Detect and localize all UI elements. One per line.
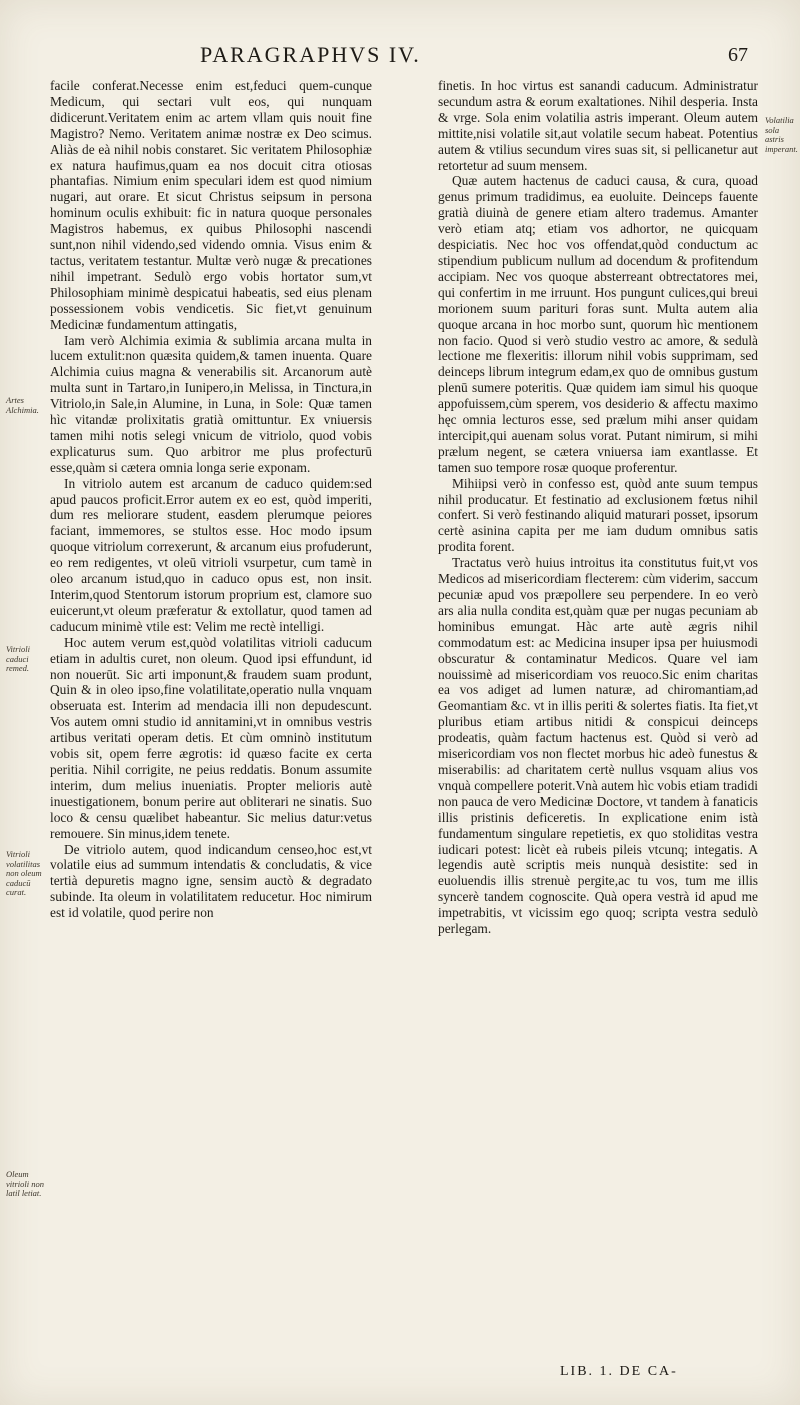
paragraph: Mihiipsi verò in confesso est, quòd ante suum tempus nihil producatur. Et festinatio ad exclusionem fœtus nihil confert. Si verò festinando aliquid maturari posset, ipsorum certè asinina capita per me iam dudum omnibus satis prodita forent. bbox=[438, 475, 758, 555]
paragraph: facile conferat.Necesse enim est,feduci quem-cunque Medicum, qui sectari vult eos, qui nunquam didicerunt.Veritatem enim ac artem vllam quis nouit fine Magistro? Nemo. Veritatem animæ nostræ ex Deo scimus. Aliàs de eà nihil nobis constaret. Sic veritatem Philosophiæ ex natura haufimus,quam ea nos docuit citra otiosas phantafias. Nimium enim speculari idem est quod nimium nugari, aut orare. Et sicut Christus seipsum in persona hominum oculis exhibuit: fic in natura quoque personales Magistros habemus, ex quibus Philosophi nascendi sunt,non nihil videndo,sed videndo omnia. Visus enim & tactus, veritatem testantur. Multæ verò nugæ & precationes nihil impetrant. Sedulò ergo vobis hortator sum,vt Philosophiam minimè despicatui habeatis, sed eius plenam possessionem vobis vendicetis. Sic fiet,vt genuinum Medicinæ fundamentum attingatis, bbox=[50, 78, 372, 332]
paragraph: In vitriolo autem est arcanum de caduco quidem:sed apud paucos proficit.Error autem ex eo est, quòd imperiti, dum res meliorare student, easdem plerumque peiores faciant, immemores, se stultos esse. Hoc modo ipsum quoque vitriolum correxerunt, & arcanum eius profuderunt, eo rem redigentes, vt oleū vitrioli vsurpetur, cum tamè in oleo arcanum istud,quo in caduco opus est, non insit. Interim,quod Stentorum istorum proprium est, clamore suo euicerunt,vt oleum præferatur & extollatur, quod tamen ad caducum minimè vtile est: Velim me rectè intelligi. bbox=[50, 475, 372, 634]
catchword: LIB. 1. DE CA- bbox=[560, 1364, 678, 1379]
margin-note: Oleum vitrioli non latil letiat. bbox=[6, 1169, 45, 1198]
page-header bbox=[0, 40, 800, 76]
paragraph: De vitriolo autem, quod indicandum censeo,hoc est,vt volatile eius ad summum intendatis & concludatis, & vice tertià depuretis magno igne, sensim auctò & degradato subinde. Ita oleum in volatilitatem reducetur. Hoc nimirum est id volatile, quod perire non bbox=[50, 841, 372, 921]
paragraph: finetis. In hoc virtus est sanandi caducum. Administratur secundum astra & eorum exaltationes. Nihil desperia. Insta & vrge. Sola enim volatilia astris imperant. Oleum autem mittite,nisi volatile sit,aut volatile secum habeat. Potentius autem & vtilius secundum vires suas sit, si pellicanetur aut retortetur ad suum mensem. bbox=[438, 78, 758, 173]
margin-note: Vitrioli volatilitas non oleum caducū curat. bbox=[6, 849, 42, 897]
left-text-column bbox=[50, 78, 372, 921]
margin-note: Vitrioli caduci remed. bbox=[6, 644, 30, 673]
paragraph: Hoc autem verum est,quòd volatilitas vitrioli caducum etiam in adultis curet, non oleum. Quod ipsi effundunt, id non nouerūt. Sic arti imponunt,& fraudem suam produnt, Quin & in oleo ipso,fine volatilitate,operatio nulla vnquam obseruata est. Interim ad mendacia illi non depudescunt. Vos autem omni studio id annitamini,vt in omnibus vestris artibus veritati operam detis. Et cùm omninò institutum vobis sit, opem ferre ægrotis: id quæso facite ex certa peritia. Nihil corrigite, ne peius reddatis. Bonum assumite interim, dum melius inueniatis. Propter melioris autè inuestigationem, bonum perire aut obliterari ne sinatis. Suo loco & censu quælibet habeantur. Sic melius datur:vetus remouere. Sin minus,idem tenete. bbox=[50, 634, 372, 841]
right-text-column bbox=[438, 78, 758, 937]
running-head: PARAGRAPHVS IV. bbox=[200, 42, 421, 67]
margin-note: Volatilia sola astris imperant. bbox=[765, 115, 798, 154]
page-number: 67 bbox=[728, 44, 748, 66]
margin-note: Artes Alchimia. bbox=[6, 395, 39, 415]
paragraph: Tractatus verò huius introitus ita constitutus fuit,vt vos Medicos ad misericordiam flecterem: cùm viderim, saccum pecuniæ apud vos præpollere seu perpendere. In eo verò ars alia nulla condita est,quàm quæ per nugas pecuniam ab hominibus emungat. Hàc arte autè ægris nihil commodatum est: ac Medicina insuper ipsa per huiusmodi obscuratur & contaminatur Medicos. Quare vel iam nouissimè ad misericordiam vos reuoco.Sic enim charitas ea vos adiget ad lumen naturæ, ad chiromantiam,ad Geomantiam &c. vt in illis periti & solertes fiatis. Ita fiet,vt pluribus etiam artibus nitidi & conspicui deinceps prodeatis, quàm factum hactenus est. Quòd si verò ad misericordiam vos non flectet morbus hic adeò funestus & miserabilis: ad charitatem certè nullus vsquam alius vos vnquà compellere poterit.Vnà autem hìc vobis etiam tradidi non pauca de vero Medicinæ Doctore, vt tandem à fanaticis illis pristinis deficeretis. In explicatione enim istà fundamentum singulare repetietis, ex quo stoliditas vestra iudicari potest: licèt eà rubeis pileis vtcunq; integatis. A legendis autè scriptis meis nunquà desistite: sed in euoluendis illis strenuè pergite,ac tu vos, tum me illis syncerè tandem cognoscite. Quà opera vestrà id apud me impetrabitis, vt vicissim ego quoq; scripta vestra sedulò perlegam. bbox=[438, 555, 758, 937]
paragraph: Iam verò Alchimia eximia & sublimia arcana multa in lucem extulit:non quæsita quidem,& tamen inuenta. Quare Alchimia cuius magna & venerabilis sit. Arcanorum autè multa sunt in Tartaro,in Iunipero,in Melissa, in Tinctura,in Vitriolo,in Sale,in Alumine, in Luna, in Sole: Quæ tamen hìc vitandæ prolixitatis gratià omittuntur. Ex vniuersis tamen mihi notis selegi vnicum de vitriolo, quod vobis explicaturus sum. Quo arbitror me plus profecturū esse,quàm si cætera omnia longa serie exponam. bbox=[50, 332, 372, 475]
paragraph: Quæ autem hactenus de caduci causa, & cura, quoad genus primum tradidimus, ea euoluite. Deinceps fauente gratià diuinà de genere etiam altero trademus. Amanter verò etiam atq; etiam vos adhortor, ne quicquam despiciatis. Nec hoc vos offendat,quòd conductum ac stipendium publicum nullum ad docendum & profitendum accipiam. Nec vos quoque absterreant obtrectatores mei, qui confertim in me irruunt. Hos pungunt culices,qui breui morionem suum parituri foras sunt. Multa autem alia quoque arcana in hoc morbo sunt, quorum hìc mentionem non facio. Quod si verò studio vestro ac amore, & sedulà lectione me flexeritis: illorum nihil vobis supprimam, sed deinceps librum integrum edam,ex quo de omnibus gustum plenū sumere poteritis. Quæ quidem iam simul his quoque appofuissem,cùm sperem, vos desiderio & affectu maximo hęc omnia lecturos esse, sed prælum mihi anser quidam intercipit,qui auenam solus vorat. Putant nimirum, si mihi prælum negent, se cætera vniuersa iam exantlasse. Et tamen suo tempore rosæ quoque proferentur. bbox=[438, 173, 758, 475]
